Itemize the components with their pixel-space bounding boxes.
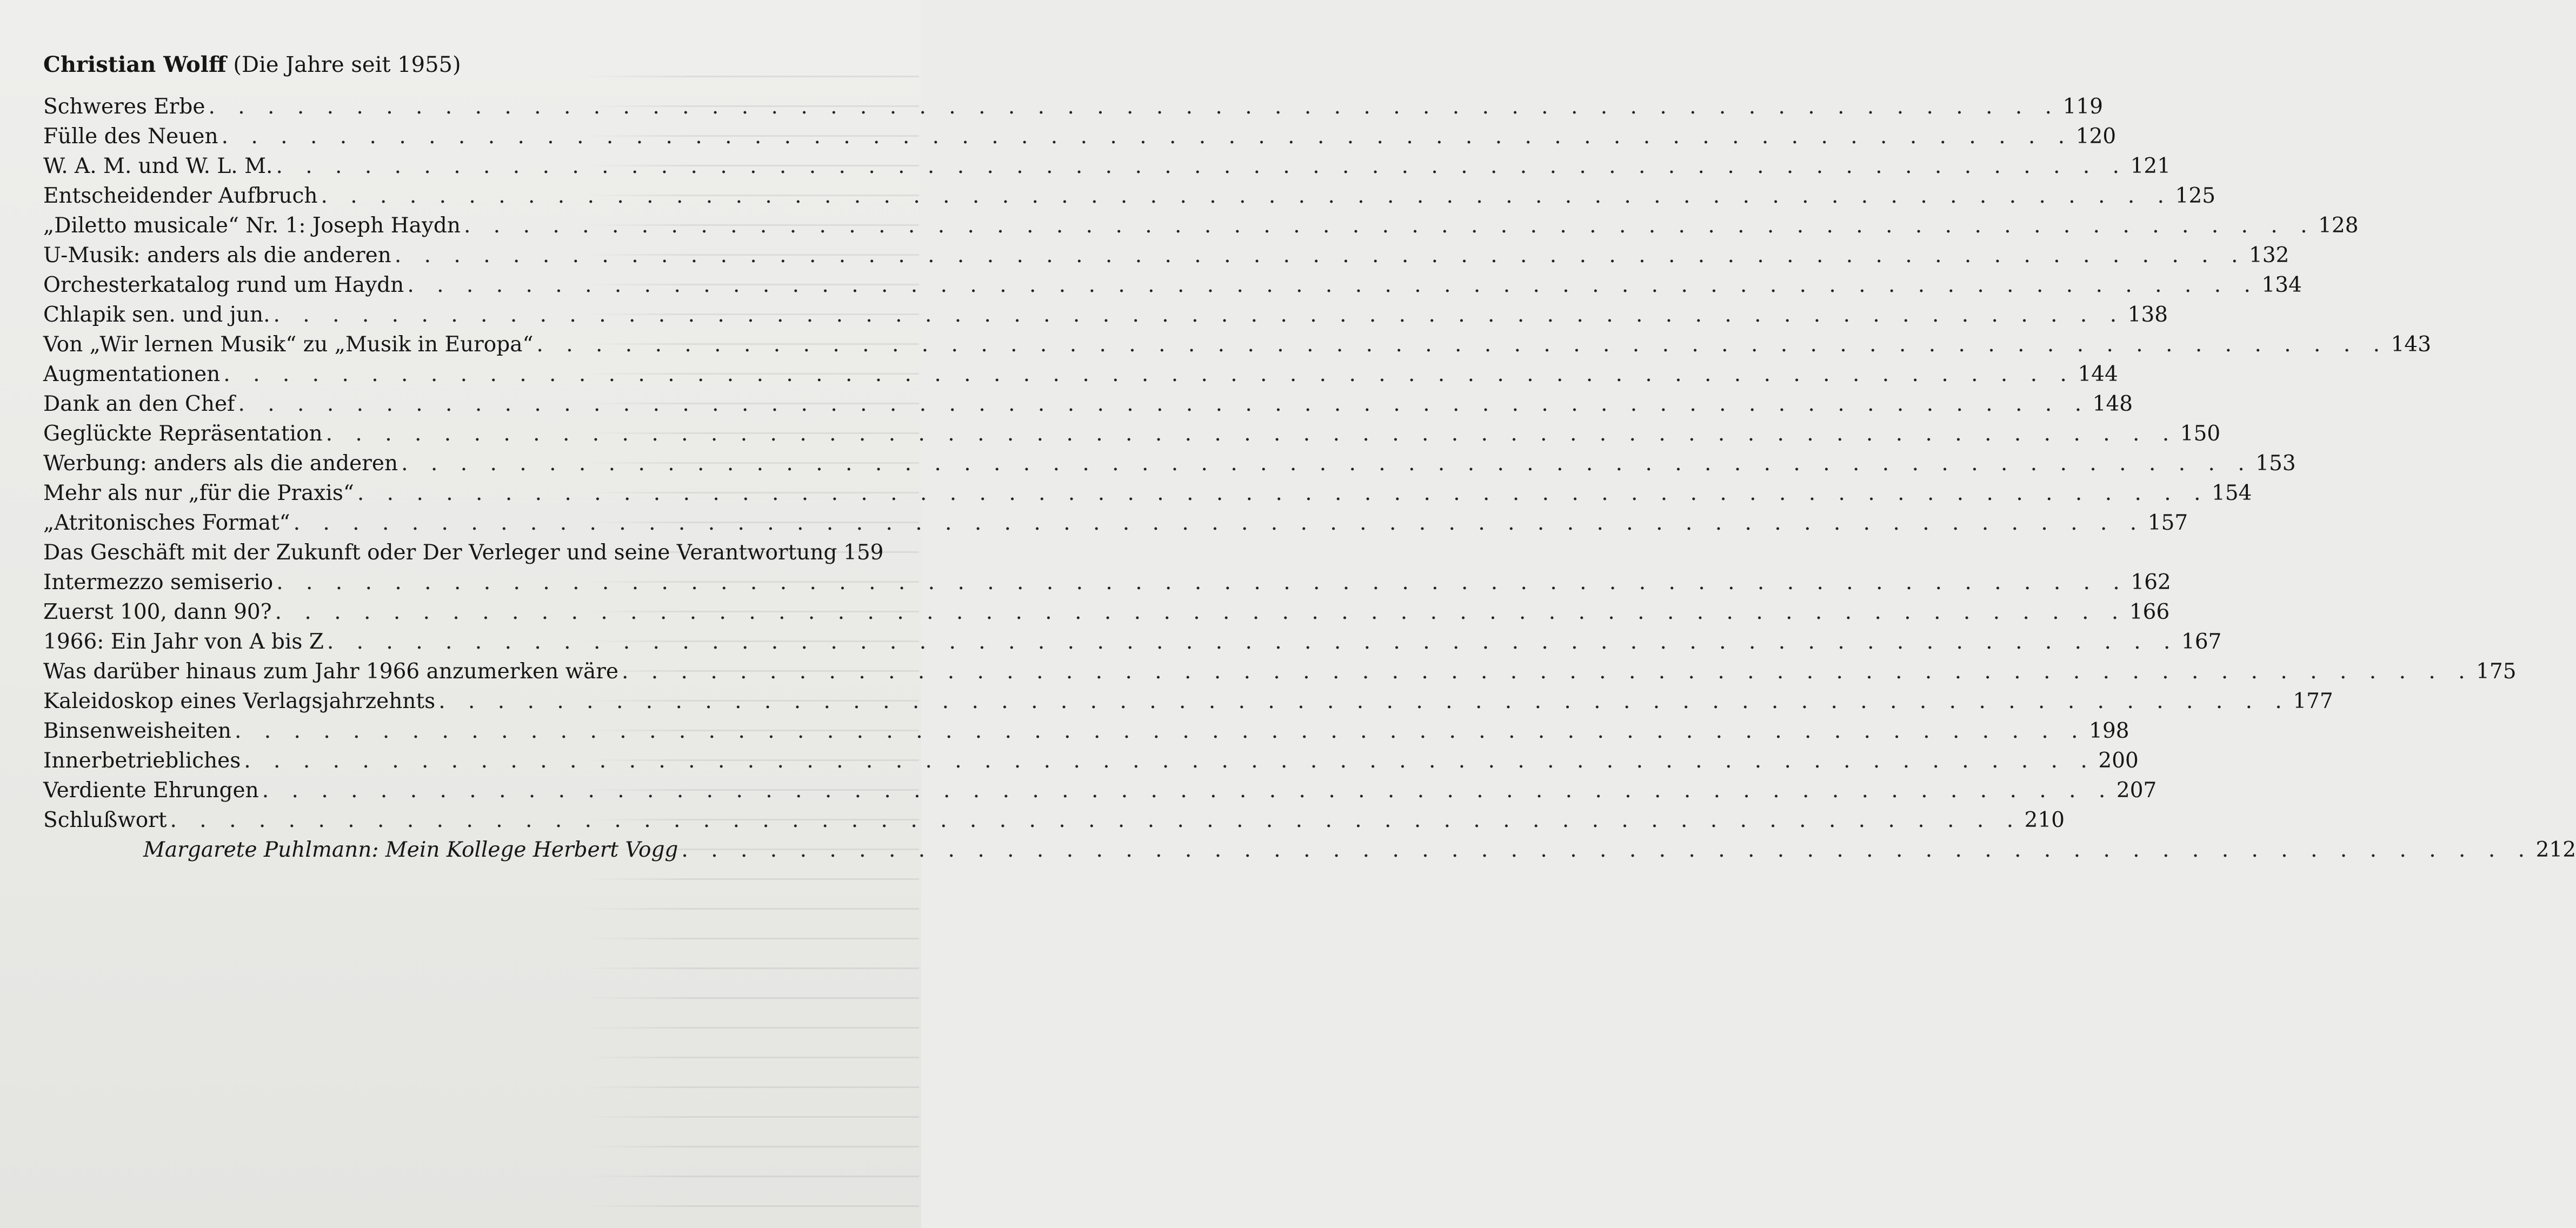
toc-entry-page: 144: [2078, 362, 2118, 386]
dot-leader: [235, 716, 2086, 746]
toc-entry-page: 121: [2130, 154, 2171, 178]
toc-entry-page: 166: [2129, 600, 2170, 624]
toc-entry-title: Dank an den Chef: [43, 392, 235, 416]
toc-entry-title: Augmentationen: [43, 362, 221, 386]
toc-entry-title: Entscheidender Aufbruch: [43, 184, 318, 208]
toc-entry: [43, 359, 2118, 389]
dot-leader: [407, 270, 2259, 300]
toc-entry-title: Schweres Erbe: [43, 95, 205, 119]
toc-entry-page: 162: [2131, 570, 2171, 595]
dot-leader: [622, 657, 2473, 686]
dot-leader: [321, 181, 2172, 211]
toc-entry-page: 143: [2391, 332, 2432, 357]
toc-entry-page: 175: [2476, 659, 2517, 684]
toc-entry-title: W. A. M. und W. L. M.: [43, 154, 273, 178]
toc-entry-title: Von „Wir lernen Musik“ zu „Musik in Europa“: [43, 332, 534, 357]
toc-entry-page: 153: [2255, 451, 2296, 476]
dot-leader: [170, 805, 2022, 835]
toc-entry: [43, 92, 2104, 122]
toc-entry-title: Schlußwort: [43, 808, 167, 832]
toc-entry-title: Orchesterkatalog rund um Haydn: [43, 273, 404, 297]
toc-entry-title: Verdiente Ehrungen: [43, 778, 259, 803]
toc-entry: [43, 211, 2359, 241]
toc-entry: [43, 122, 2116, 151]
toc-entry-page: 132: [2249, 243, 2289, 268]
dot-leader: [273, 300, 2125, 330]
toc-entry-title: „Atritonisches Format“: [43, 511, 290, 535]
dot-leader: [276, 568, 2128, 597]
dot-leader: [294, 508, 2145, 538]
dot-leader: [357, 478, 2209, 508]
toc-entry: [43, 776, 2157, 805]
toc-entry: [43, 508, 2188, 538]
toc-entry: [43, 270, 2302, 300]
toc-entry: [43, 389, 2133, 419]
toc-entry: [43, 716, 2129, 746]
toc-entry-title: Geglückte Repräsentation: [43, 422, 323, 446]
dot-leader: [275, 597, 2127, 627]
toc-entry-page: 210: [2024, 808, 2065, 832]
toc-entry: [43, 419, 2221, 449]
heading-subtitle: (Die Jahre seit 1955): [233, 52, 461, 77]
toc-entry: [43, 151, 2171, 181]
toc-entry-page: 138: [2127, 303, 2168, 327]
toc-entry-title: Margarete Puhlmann: Mein Kollege Herbert Vogg: [143, 838, 678, 862]
toc-entry: [43, 568, 2171, 597]
toc-entry-page: 198: [2089, 719, 2129, 743]
dot-leader: [401, 449, 2253, 478]
dot-leader: [223, 359, 2075, 389]
toc-entry: [43, 657, 2517, 686]
toc-final-entry: [43, 835, 2576, 865]
dot-leader: [395, 241, 2246, 270]
toc-entry-page: 125: [2175, 184, 2216, 208]
toc-entry-page: 177: [2293, 689, 2333, 713]
toc-entry-page: 148: [2092, 392, 2133, 416]
toc-entry: [43, 686, 2333, 716]
dot-leader: [208, 92, 2060, 122]
toc-entry-page: 167: [2181, 630, 2222, 654]
toc-entry-page: 120: [2075, 124, 2116, 149]
dot-leader: [464, 211, 2315, 241]
toc-entry-title: Das Geschäft mit der Zukunft oder Der Verleger und seine Verantwortung: [43, 540, 837, 565]
toc-entry-title: Fülle des Neuen: [43, 124, 218, 149]
toc-entry-title: Zuerst 100, dann 90?: [43, 600, 272, 624]
toc-entry-page: 200: [2098, 749, 2139, 773]
toc-entry: [43, 330, 2432, 359]
toc-entry: [43, 627, 2222, 657]
dot-leader: [536, 330, 2388, 359]
dot-leader: [238, 389, 2089, 419]
toc-entry-title: U-Musik: anders als die anderen: [43, 243, 391, 268]
dot-leader: [438, 686, 2290, 716]
toc-entry-page: 207: [2116, 778, 2157, 803]
dot-leader: [222, 122, 2073, 151]
dot-leader: [262, 776, 2114, 805]
toc-entry: [43, 597, 2170, 627]
toc-entry-title: Kaleidoskop eines Verlagsjahrzehnts: [43, 689, 436, 713]
toc-entry: [43, 300, 2168, 330]
dot-leader: [327, 627, 2179, 657]
toc-entry: [43, 449, 2296, 478]
toc-entry-page: 119: [2062, 95, 2104, 119]
toc-entry-page: 134: [2261, 273, 2302, 297]
toc-entry-title: Innerbetriebliches: [43, 749, 241, 773]
toc-entry-title: 1966: Ein Jahr von A bis Z: [43, 630, 324, 654]
toc-entry: [43, 538, 884, 568]
table-of-contents: [43, 92, 2576, 865]
dot-leader: [244, 746, 2095, 776]
toc-entry-title: Mehr als nur „für die Praxis“: [43, 481, 354, 505]
toc-entry-page: 154: [2212, 481, 2252, 505]
dot-leader: [276, 151, 2127, 181]
toc-entry-title: Was darüber hinaus zum Jahr 1966 anzumerken wäre: [43, 659, 618, 684]
toc-entry-page: 159: [843, 540, 884, 565]
dot-leader: [326, 419, 2178, 449]
toc-entry: [43, 241, 2289, 270]
toc-entry-page: 157: [2147, 511, 2188, 535]
toc-entry-title: Binsenweisheiten: [43, 719, 231, 743]
dot-leader: [681, 835, 2533, 865]
toc-entry-title: Intermezzo semiserio: [43, 570, 274, 595]
toc-entry-title: Chlapik sen. und jun.: [43, 303, 270, 327]
toc-entry-title: Werbung: anders als die anderen: [43, 451, 398, 476]
toc-entry: [43, 181, 2216, 211]
toc-entry: [43, 478, 2252, 508]
toc-entry-page: 212: [2535, 838, 2576, 862]
heading-author: Christian Wolff: [43, 52, 227, 77]
toc-entry: [43, 746, 2139, 776]
toc-entry-page: 150: [2180, 422, 2221, 446]
toc-entry-title: „Diletto musicale“ Nr. 1: Joseph Haydn: [43, 213, 461, 238]
toc-entry: [43, 805, 2065, 835]
section-heading: [43, 49, 461, 81]
toc-entry-page: 128: [2318, 213, 2359, 238]
